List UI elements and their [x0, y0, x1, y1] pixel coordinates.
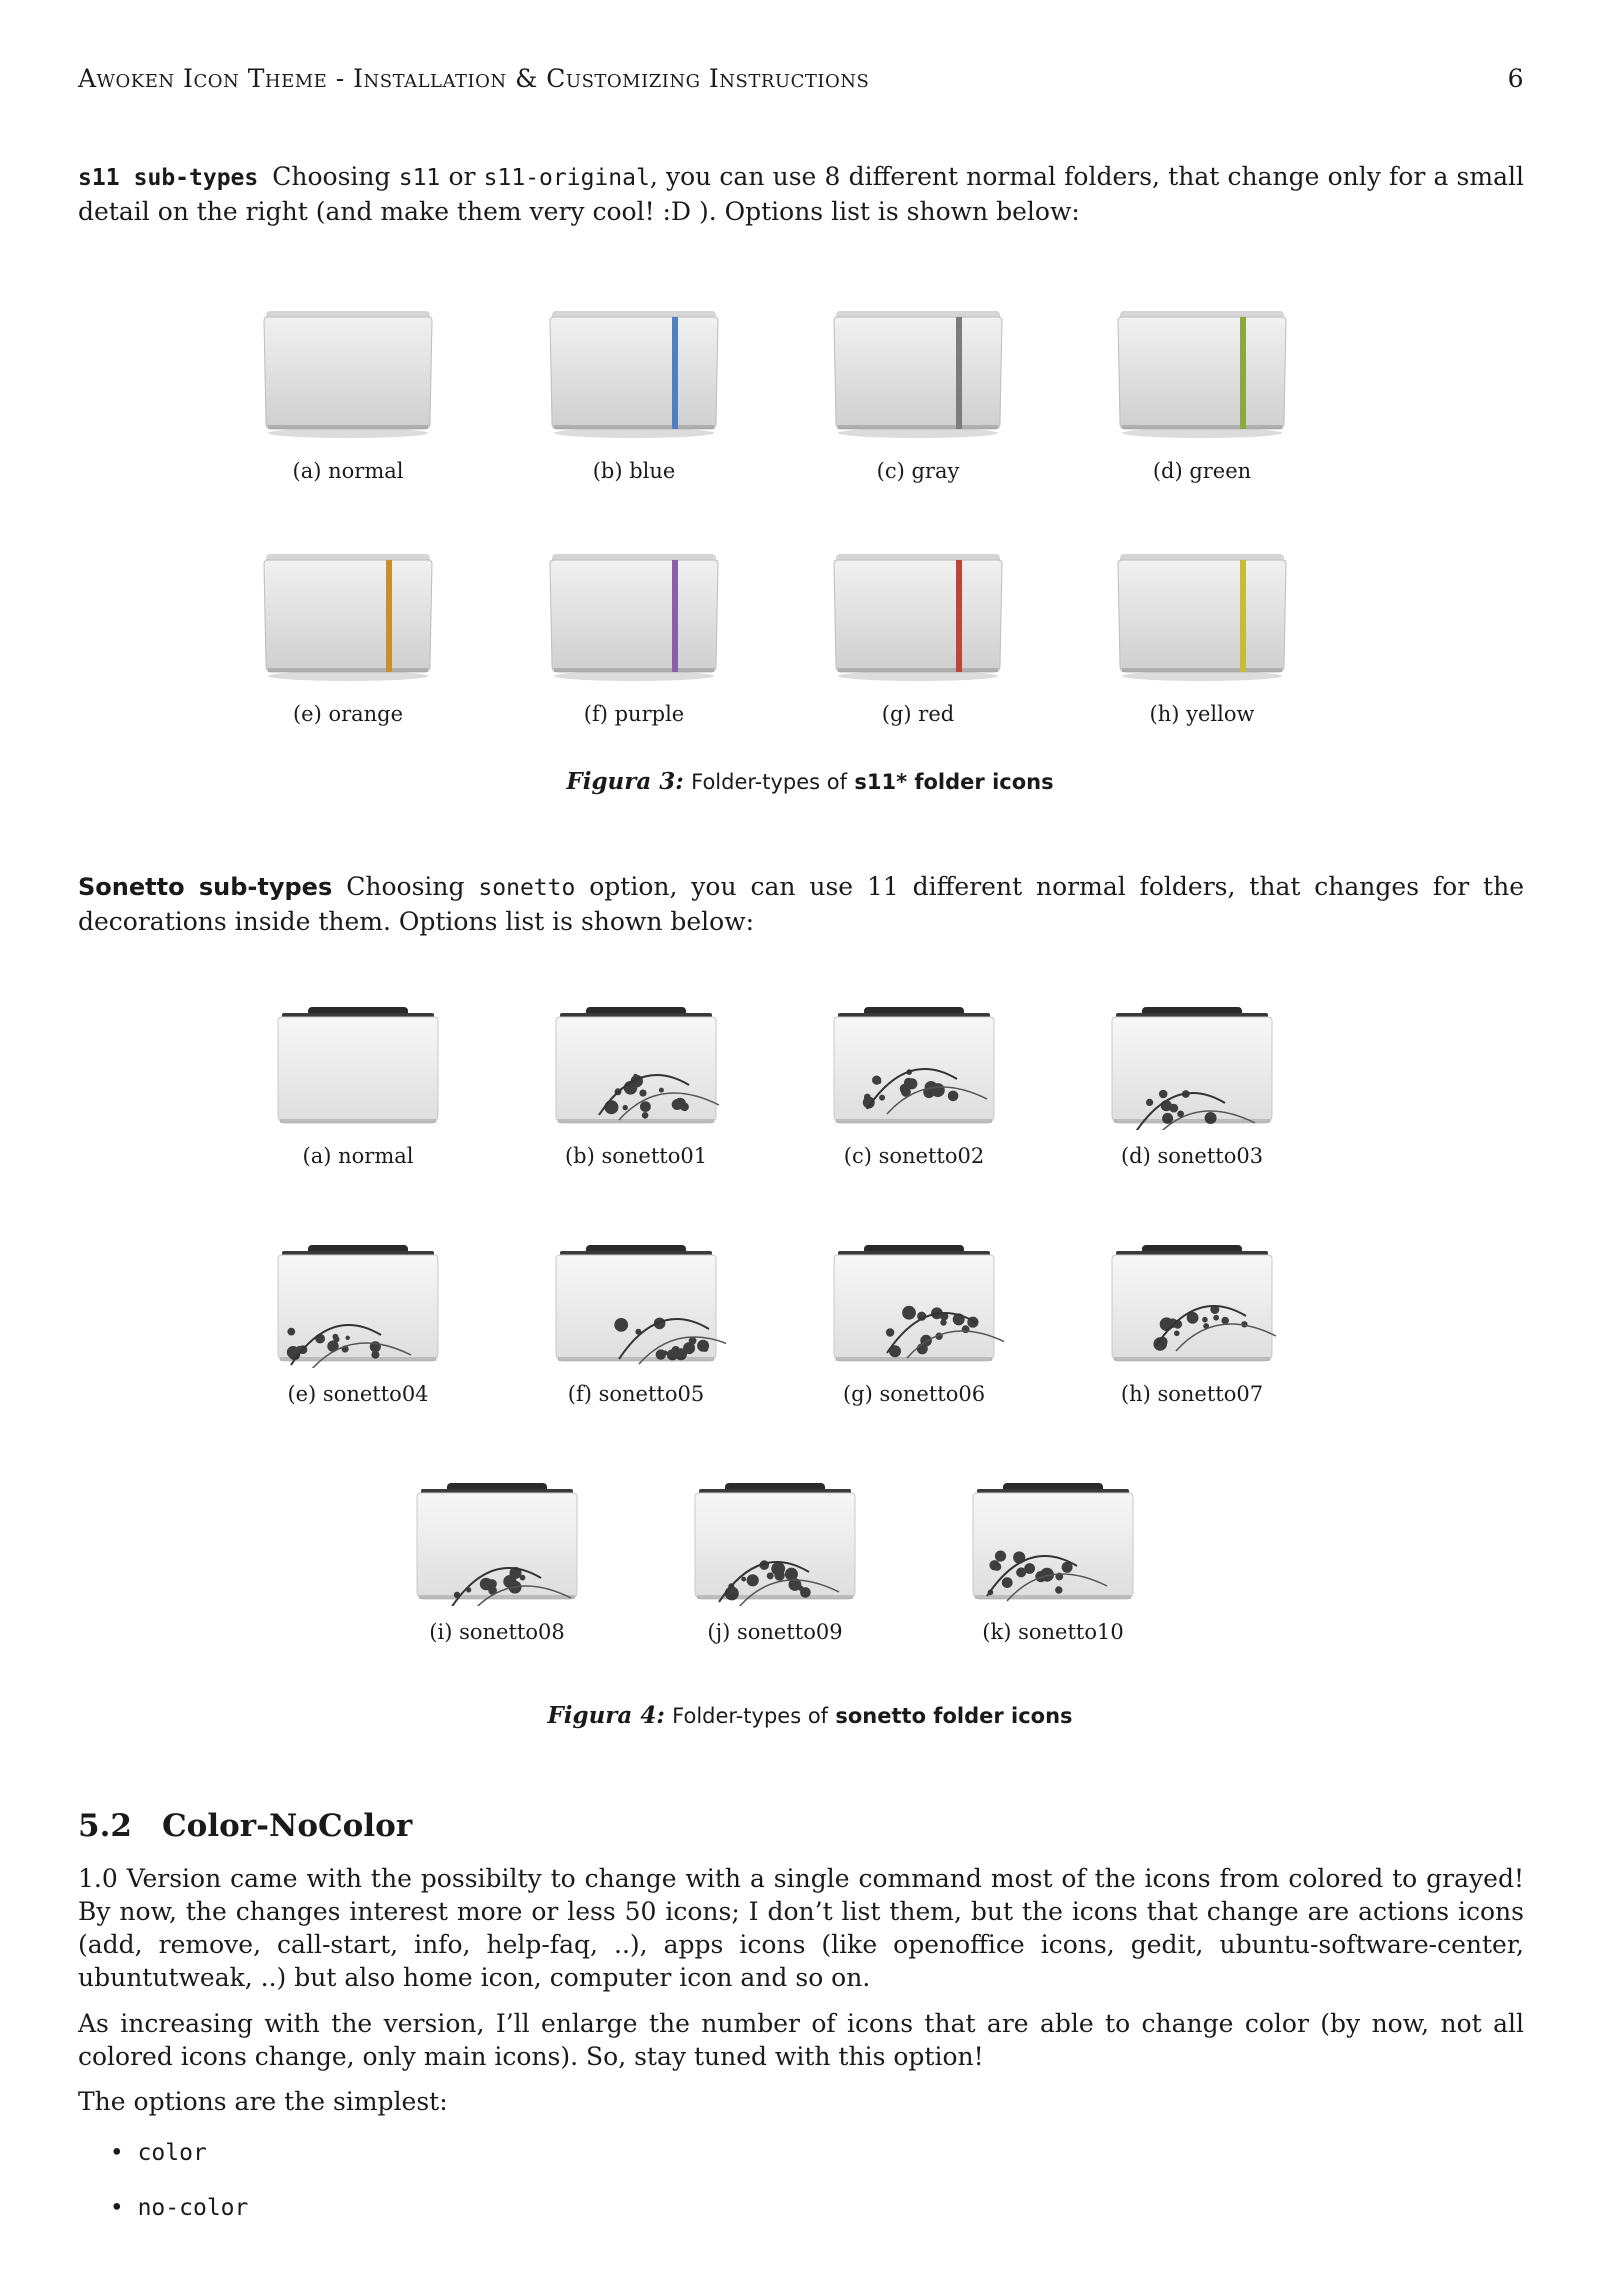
- floral-folder-icon: [1102, 1005, 1282, 1130]
- folder-icon: [544, 548, 724, 688]
- figure-caption: (g) sonetto06: [842, 1382, 986, 1406]
- figure4-item: [506, 1005, 766, 1168]
- figure4-item: [506, 1243, 766, 1406]
- figure3-caption: Figura 3: Folder-types of s11* folder icons: [566, 768, 1054, 795]
- figure3-item: [504, 305, 764, 483]
- options-list: [110, 2140, 248, 2250]
- list-item: • no-color: [110, 2195, 249, 2221]
- figure-caption: (h) sonetto07: [1120, 1382, 1264, 1406]
- folder-icon: [544, 305, 724, 445]
- folder-icon: [828, 305, 1008, 445]
- figure4-row-2: [0, 1243, 1620, 1433]
- folder-icon: [258, 305, 438, 445]
- floral-folder-icon: [546, 1005, 726, 1130]
- code-s11: s11: [398, 165, 441, 191]
- sonetto-paragraph: Sonetto sub-types Choosing sonetto option, you can use 11 different normal folders, that changes for the decorations inside them. Options list is shown below:: [78, 872, 1524, 936]
- folder-icon: [828, 548, 1008, 688]
- figure4-item: [228, 1005, 488, 1168]
- figure4-item: [228, 1243, 488, 1406]
- folder-icon: [258, 548, 438, 688]
- figure4-caption: Figura 4: Folder-types of sonetto folder icons: [547, 1702, 1073, 1729]
- list-item: • color: [110, 2140, 207, 2166]
- figure4-row-1: [0, 1005, 1620, 1195]
- floral-folder-icon: [824, 1243, 1004, 1368]
- figure3-row-1: [0, 305, 1620, 495]
- page-number: 6: [1507, 64, 1524, 93]
- code-sonetto: sonetto: [478, 875, 576, 901]
- figure3-item: [218, 548, 478, 726]
- figure-caption: (e) orange: [292, 702, 404, 726]
- figure-caption: (i) sonetto08: [429, 1620, 565, 1644]
- figure-caption: (h) yellow: [1149, 702, 1255, 726]
- figure-caption: (c) sonetto02: [843, 1144, 985, 1168]
- color-paragraph-2: As increasing with the version, I’ll enlarge the number of icons that are able to change color (by now, not all colored icons change, only main icons). So, stay tuned with this option!: [78, 2009, 1524, 2071]
- floral-folder-icon: [1102, 1243, 1282, 1368]
- figure-caption: (b) blue: [592, 459, 676, 483]
- floral-folder-icon: [685, 1481, 865, 1606]
- figure-caption: (g) red: [881, 702, 955, 726]
- floral-folder-icon: [268, 1243, 448, 1368]
- header-title: Awoken Icon Theme - Installation & Customizing Instructions: [78, 64, 870, 93]
- s11-paragraph: s11 sub-types Choosing s11 or s11-original, you can use 8 different normal folders, that change only for a small detail on the right (and make them very cool! :D ). Options list is shown below:: [78, 162, 1524, 226]
- folder-icon: [1112, 305, 1292, 445]
- figure3-item: [1072, 548, 1332, 726]
- figure-caption: (d) sonetto03: [1120, 1144, 1264, 1168]
- figure4-row-3: [0, 1481, 1620, 1671]
- plain-folder-icon: [268, 1005, 448, 1130]
- figure3-item: [1072, 305, 1332, 483]
- floral-folder-icon: [963, 1481, 1143, 1606]
- figure-caption: (j) sonetto09: [707, 1620, 843, 1644]
- figure-caption: (k) sonetto10: [982, 1620, 1124, 1644]
- figure4-item: [784, 1243, 1044, 1406]
- figure3-item: [788, 305, 1048, 483]
- figure-caption: (c) gray: [876, 459, 960, 483]
- figure-caption: (d) green: [1152, 459, 1252, 483]
- figure4-item: [645, 1481, 905, 1644]
- figure3-item: [788, 548, 1048, 726]
- section-heading: [78, 1808, 412, 1844]
- figure-caption: (b) sonetto01: [564, 1144, 708, 1168]
- color-paragraph-1: 1.0 Version came with the possibilty to change with a single command most of the icons from colored to grayed! By now, the changes interest more or less 50 icons; I don’t list them, but the icons that change are actions icons (add, remove, call-start, info, help-faq, ..), apps icons (like openoffice icons, gedit, ubuntu-software-center, ubuntutweak, ..) but also home icon, computer icon and so on.: [78, 1864, 1524, 1992]
- sonetto-run-in-heading: Sonetto sub-types: [78, 873, 333, 901]
- figure-caption: (f) purple: [583, 702, 685, 726]
- figure-caption: (a) normal: [292, 459, 404, 483]
- code-s11-original: s11-original: [483, 165, 650, 191]
- figure4-item: [1062, 1005, 1322, 1168]
- floral-folder-icon: [824, 1005, 1004, 1130]
- floral-folder-icon: [546, 1243, 726, 1368]
- color-paragraph-3: The options are the simplest:: [78, 2087, 448, 2116]
- folder-icon: [1112, 548, 1292, 688]
- running-header: [78, 64, 1524, 93]
- figure3-item: [504, 548, 764, 726]
- figure4-item: [784, 1005, 1044, 1168]
- figure4-item: [367, 1481, 627, 1644]
- figure4-item: [923, 1481, 1183, 1644]
- figure-caption: (a) normal: [302, 1144, 414, 1168]
- figure-caption: (f) sonetto05: [567, 1382, 705, 1406]
- figure-caption: (e) sonetto04: [287, 1382, 429, 1406]
- figure4-item: [1062, 1243, 1322, 1406]
- figure3-row-2: [0, 548, 1620, 738]
- floral-folder-icon: [407, 1481, 587, 1606]
- section-title: Color-NoColor: [162, 1808, 413, 1844]
- figure3-item: [218, 305, 478, 483]
- s11-run-in-heading: s11 sub-types: [78, 165, 259, 191]
- section-number: 5.2: [78, 1808, 132, 1844]
